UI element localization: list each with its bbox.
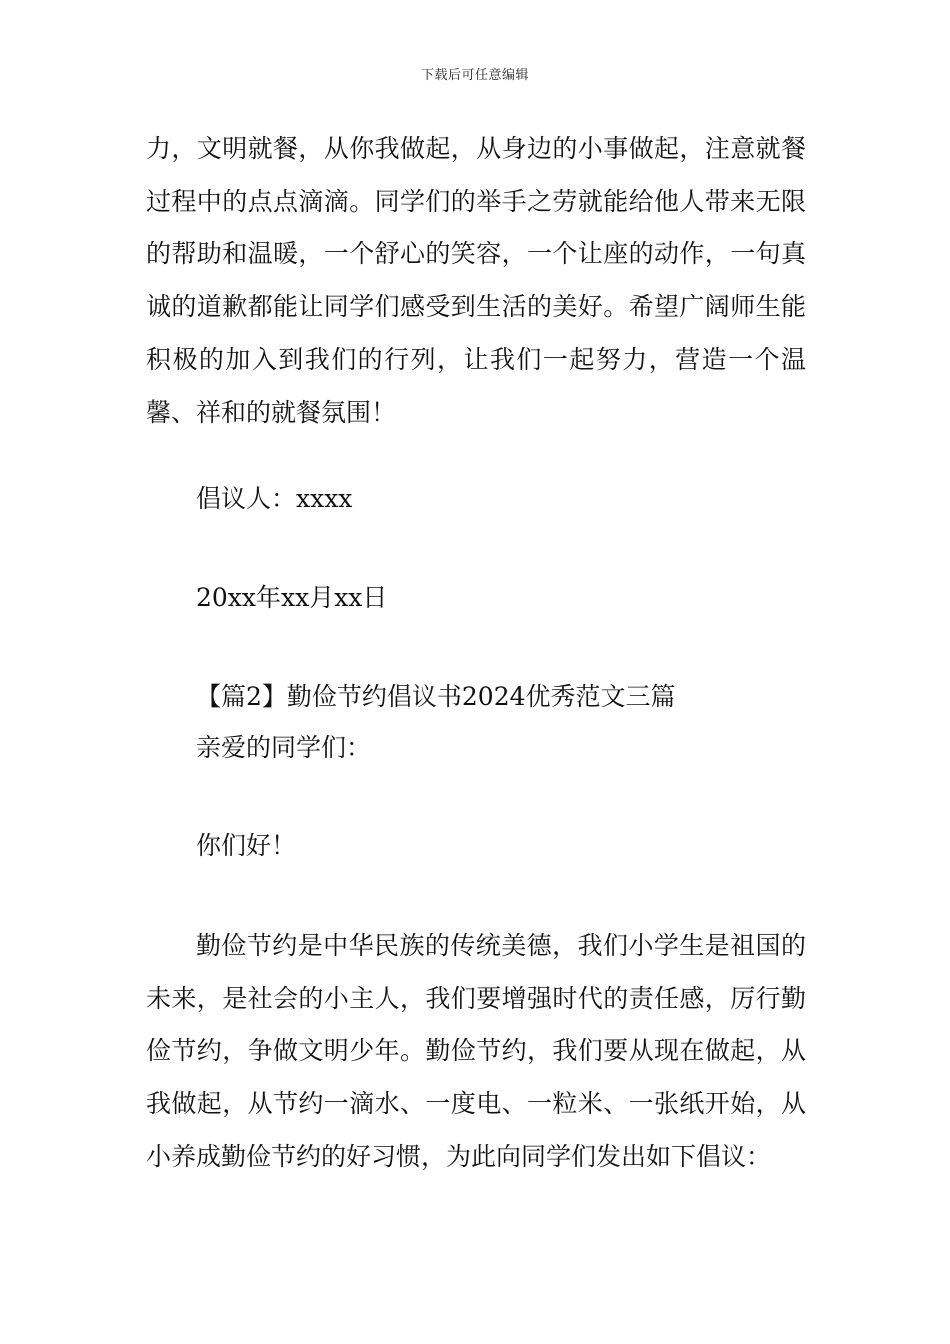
- paragraph-proposal: 勤俭节约是中华民族的传统美德，我们小学生是祖国的未来，是社会的小主人，我们要增强时代的责任感，厉行勤俭节约，争做文明少年。勤俭节约，我们要从现在做起，从我做起，从节约一滴水、一度电、一粒米、一张纸开始，从小养成勤俭节约的好习惯，为此向同学们发出如下倡议：: [146, 931, 806, 1171]
- paragraph-continuation: 力，文明就餐，从你我做起，从身边的小事做起，注意就餐过程中的点点滴滴。同学们的举手之劳就能给他人带来无限的帮助和温暖，一个舒心的笑容，一个让座的动作，一句真诚的道歉都能让同学们感受到生活的美好。希望广阔师生能积极的加入到我们的行列，让我们一起努力，营造一个温馨、祥和的就餐氛围！: [146, 134, 806, 427]
- page-header: 下载后可任意编辑: [420, 68, 529, 83]
- signer-line: 倡议人：xxxx: [196, 484, 353, 513]
- salutation: 亲爱的同学们：: [196, 733, 372, 762]
- greeting: 你们好！: [196, 831, 297, 860]
- section-title: 【篇2】勤俭节约倡议书2024优秀范文三篇: [196, 682, 676, 711]
- date-line: 20xx年xx月xx日: [196, 583, 388, 612]
